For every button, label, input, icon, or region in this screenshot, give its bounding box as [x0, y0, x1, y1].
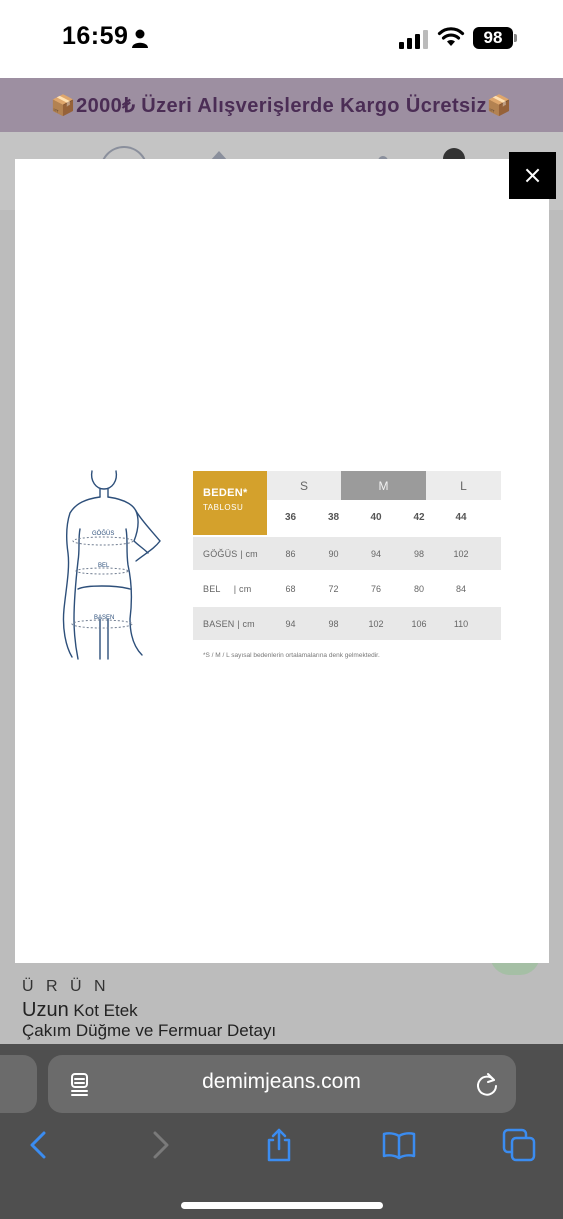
table-cell: 102 — [453, 548, 469, 559]
table-row-waist — [193, 572, 501, 605]
table-row-bust — [193, 537, 501, 570]
table-cell: 110 — [453, 618, 469, 629]
product-title-main: Uzun — [22, 999, 69, 1021]
figure-waist-label: BEL — [98, 563, 110, 569]
battery-icon: 98 — [473, 27, 513, 49]
figure-bust-label: GÖĞÜS — [92, 531, 115, 537]
table-cell: 84 — [455, 583, 466, 594]
size-table-subtitle: TABLOSU — [203, 503, 244, 512]
size-columns — [267, 471, 501, 535]
table-cell: 80 — [413, 583, 424, 594]
url-text: demimjeans.com — [202, 1070, 361, 1093]
table-cell: 98 — [413, 548, 424, 559]
reload-icon[interactable] — [475, 1071, 499, 1097]
status-bar — [0, 0, 563, 78]
figure-hip-label: BASEN — [94, 615, 115, 621]
row-label: BASEN | cm — [203, 618, 255, 629]
table-cell: 98 — [328, 618, 339, 629]
body-measurement-figure — [56, 469, 178, 661]
table-cell: 94 — [285, 618, 296, 629]
size-number: 38 — [327, 512, 340, 523]
product-title-rest: Kot Etek — [68, 1001, 138, 1020]
size-group-s: S — [267, 471, 341, 500]
home-indicator[interactable] — [181, 1202, 383, 1209]
size-number: 36 — [284, 512, 297, 523]
table-cell: 102 — [368, 618, 384, 629]
battery-tip — [514, 34, 517, 42]
table-cell: 72 — [328, 583, 339, 594]
table-cell: 90 — [328, 548, 339, 559]
table-row-hip — [193, 607, 501, 640]
person-icon — [131, 29, 149, 49]
tabs-icon[interactable] — [502, 1128, 536, 1162]
size-numbers — [267, 500, 501, 535]
row-label: BEL | cm — [203, 583, 252, 594]
promo-banner — [0, 78, 563, 132]
row-label: GÖĞÜS | cm — [203, 548, 258, 559]
size-number: 44 — [455, 512, 467, 523]
table-cell: 76 — [370, 583, 381, 594]
status-time: 16:59 — [62, 22, 129, 50]
table-cell: 86 — [285, 548, 296, 559]
table-cell: 94 — [370, 548, 381, 559]
size-number: 40 — [370, 512, 382, 523]
back-icon[interactable] — [22, 1128, 56, 1162]
table-cell: 68 — [285, 583, 296, 594]
size-group-l: L — [426, 471, 501, 500]
close-button[interactable]: × — [509, 152, 556, 199]
size-table-title: BEDEN* — [203, 487, 248, 499]
product-title — [22, 999, 138, 1022]
product-description: Çakım Düğme ve Fermuar Detayı — [22, 1021, 277, 1040]
wifi-icon — [437, 26, 465, 48]
size-group-m: M — [341, 471, 426, 500]
size-groups — [267, 471, 501, 500]
size-number: 42 — [413, 512, 425, 523]
size-table-note: *S / M / L sayısal bedenlerin ortalamalarına denk gelmektedir. — [203, 652, 380, 659]
promo-text: 📦2000₺ Üzeri Alışverişlerde Kargo Ücretsiz📦 — [50, 94, 513, 117]
size-table-header — [193, 471, 501, 535]
size-table — [193, 471, 501, 659]
share-icon[interactable] — [262, 1128, 296, 1162]
forward-icon[interactable] — [143, 1128, 177, 1162]
table-cell: 106 — [411, 618, 427, 629]
size-table-title-box — [193, 471, 267, 535]
bookmarks-icon[interactable] — [382, 1128, 416, 1162]
cellular-signal-icon — [399, 29, 429, 49]
product-section-label: Ü R Ü N — [22, 978, 110, 995]
